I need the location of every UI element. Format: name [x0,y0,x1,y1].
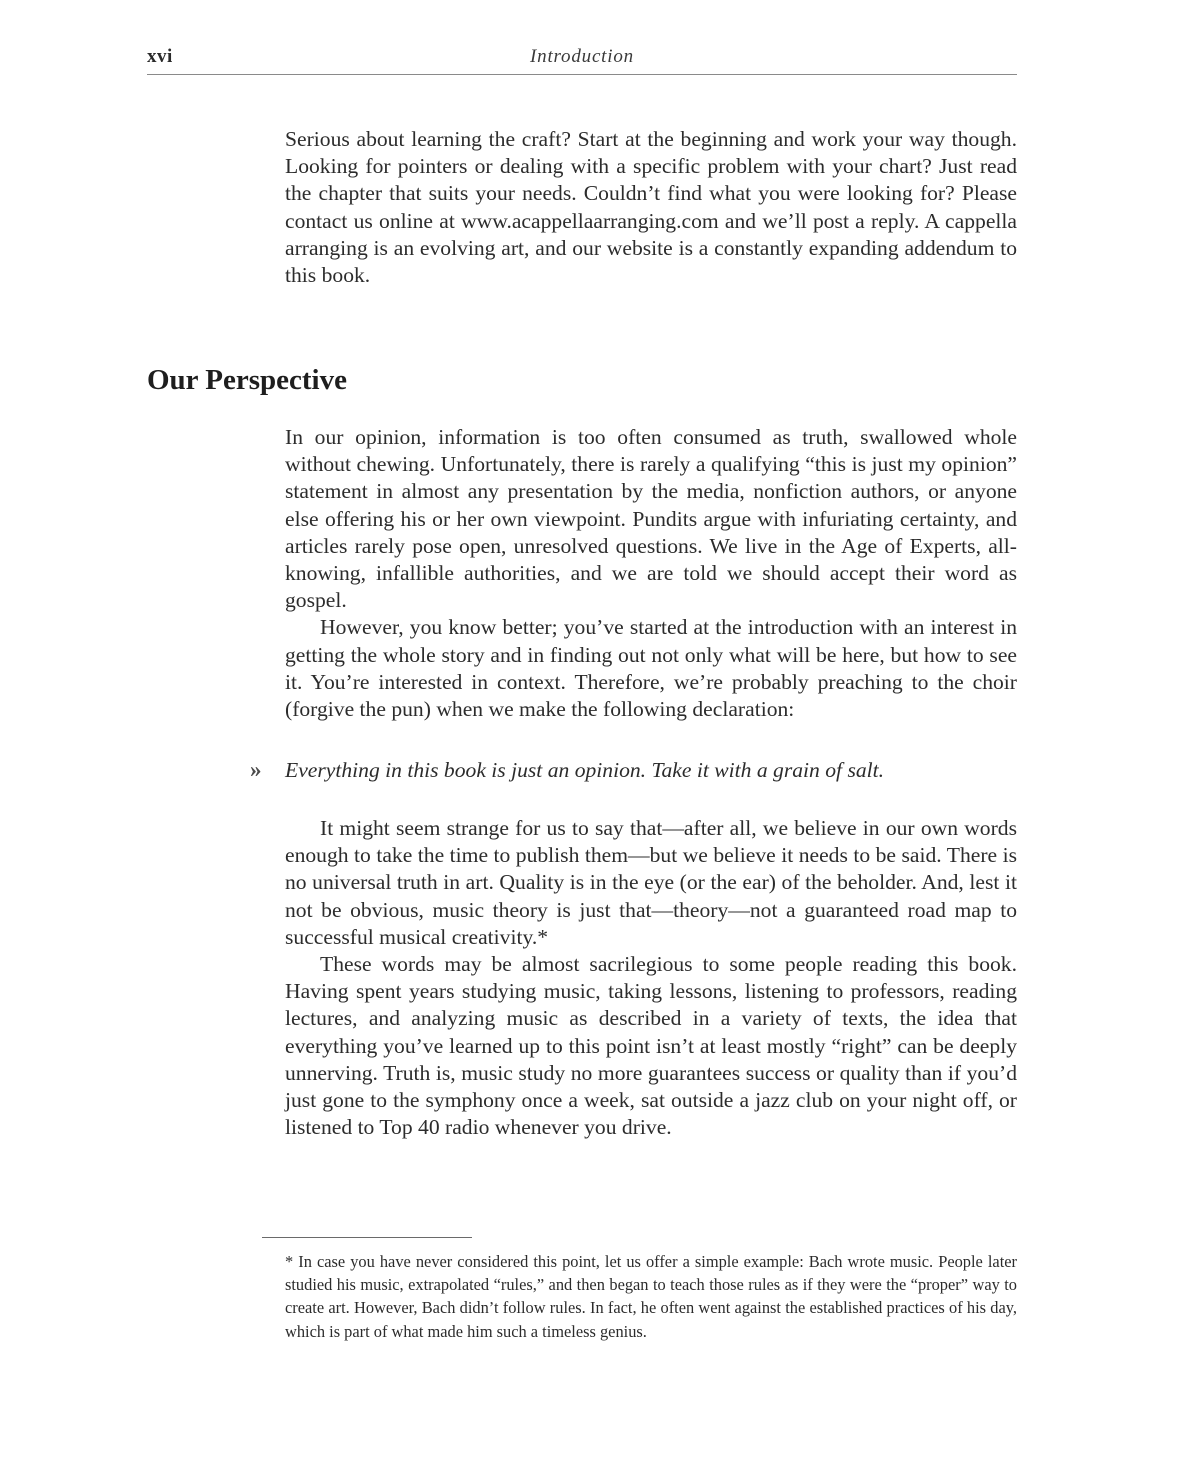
footnote [285,1250,1017,1343]
running-header [147,46,1017,75]
body-paragraph: However, you know better; you’ve started at the introduction with an interest in getting the whole story and in finding out not only what will be here, but how to see it. You’re interested in context. Therefore, we’re probably preaching to the choir (forgive the pun) when we make the following declaration: [285,615,1017,722]
perspective-text [285,424,1017,723]
footnote-text: * In case you have never considered this point, let us offer a simple example: Bach wrote music. People later studied his music, extrapolated “rules,” and then began to teach those rules as if they were the “proper” way to create art. However, Bach didn’t follow rules. In fact, he often went against the established practices of his day, which is part of what made him such a timeless genius. [285,1252,1017,1341]
body-paragraph: These words may be almost sacrilegious to some people reading this book. Having spent years studying music, taking lessons, listening to professors, reading lectures, and analyzing music as described in a variety of texts, the idea that everything you’ve learned up to this point isn’t at least mostly “right” can be deeply unnerving. Truth is, music study no more guarantees success or quality than if you’d just gone to the symphony once a week, sat outside a jazz club on your night off, or listened to Top 40 radio whenever you drive. [285,952,1017,1140]
footnote-divider [262,1237,472,1238]
intro-section [285,126,1017,289]
double-chevron-icon: » [250,757,262,782]
body-paragraph: In our opinion, information is too often consumed as truth, swallowed whole without chewing. Unfortunately, there is rarely a qualifying “this is just my opinion” statement in almost any presentation by the media, nonfiction authors, or anyone else offering his or her own viewpoint. Pundits argue with infuriating certainty, and articles rarely pose open, unresolved questions. We live in the Age of Experts, all-knowing, infallible authorities, and we are told we should accept their word as gospel. [285,425,1017,613]
section-heading: Our Perspective [147,364,347,396]
body-paragraph: It might seem strange for us to say that—after all, we believe in our own words enough to take the time to publish them—but we believe it needs to be said. There is no universal truth in art. Quality is in the eye (or the ear) of the beholder. And, lest it not be obvious, music theory is just that—theory—not a guaranteed road map to successful musical creativity.* [285,816,1017,949]
page-number: xvi [147,46,173,67]
continued-text [285,815,1017,1141]
running-title: Introduction [530,46,634,67]
intro-paragraph: Serious about learning the craft? Start at the beginning and work your way though. Looking for pointers or dealing with a specific problem with your chart? Just read the chapter that suits your needs. Couldn’t find what you were looking for? Please contact us online at www.acappellaarranging.com and we’ll post a reply. A cappella arranging is an evolving art, and our website is a constantly expanding addendum to this book. [285,127,1017,288]
pull-quote-text: Everything in this book is just an opinion. Take it with a grain of salt. [285,758,885,782]
